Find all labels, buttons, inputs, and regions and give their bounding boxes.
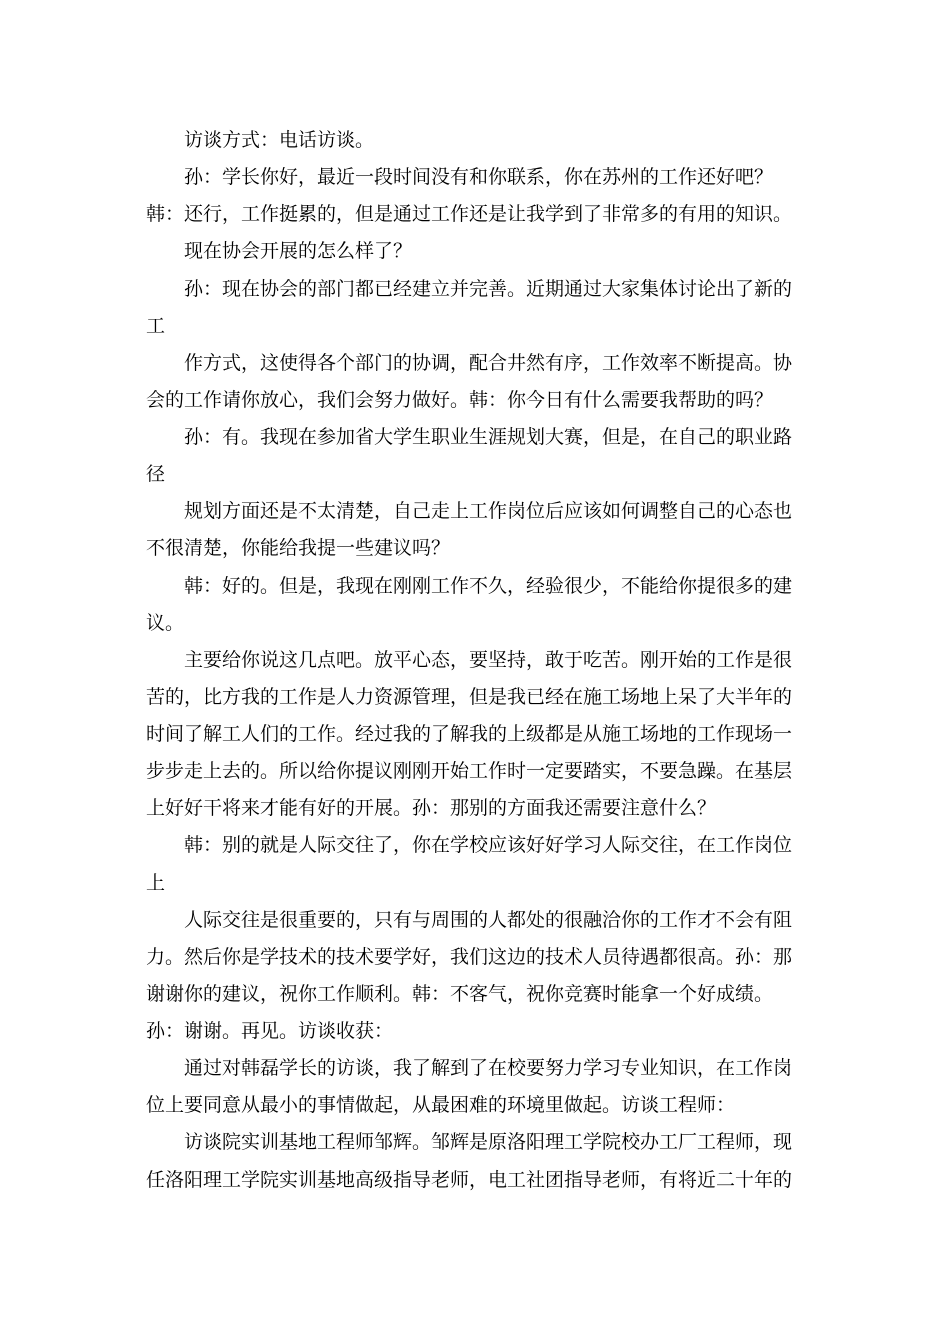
text-line: 议。 xyxy=(146,612,185,634)
text-line: 访谈院实训基地工程师邹辉。邹辉是原洛阳理工学院校办工厂工程师，现 xyxy=(184,1131,793,1153)
text-line: 苦的，比方我的工作是人力资源管理，但是我已经在施工场地上呆了大半年的 xyxy=(146,686,793,708)
text-line: 会的工作请你放心，我们会努力做好。韩：你今日有什么需要我帮助的吗？ xyxy=(146,389,774,411)
text-line: 上 xyxy=(146,872,166,894)
text-line: 主要给你说这几点吧。放平心态，要坚持，敢于吃苦。刚开始的工作是很 xyxy=(184,649,793,671)
text-line: 韩：别的就是人际交往了，你在学校应该好好学习人际交往，在工作岗位 xyxy=(184,834,793,856)
text-line: 作方式，这使得各个部门的协调，配合井然有序，工作效率不断提高。协 xyxy=(184,352,793,374)
text-line: 现在协会开展的怎么样了？ xyxy=(184,240,413,262)
text-line: 孙：学长你好，最近一段时间没有和你联系，你在苏州的工作还好吧？ xyxy=(184,166,774,188)
text-line: 孙：现在协会的部门都已经建立并完善。近期通过大家集体讨论出了新的 xyxy=(184,278,793,300)
text-line: 上好好干将来才能有好的开展。孙：那别的方面我还需要注意什么？ xyxy=(146,797,717,819)
text-line: 步步走上去的。所以给你提议刚刚开始工作时一定要踏实，不要急躁。在基层 xyxy=(146,760,793,782)
text-line: 孙：有。我现在参加省大学生职业生涯规划大赛，但是，在自己的职业路 xyxy=(184,426,793,448)
text-line: 任洛阳理工学院实训基地高级指导老师，电工社团指导老师，有将近二十年的 xyxy=(146,1169,793,1191)
text-line: 不很清楚，你能给我提一些建议吗？ xyxy=(146,537,451,559)
text-line: 时间了解工人们的工作。经过我的了解我的上级都是从施工场地的工作现场一 xyxy=(146,723,793,745)
text-line: 径 xyxy=(146,463,166,485)
text-line: 韩：好的。但是，我现在刚刚工作不久，经验很少，不能给你提很多的建 xyxy=(184,575,793,597)
text-line: 谢谢你的建议，祝你工作顺利。韩：不客气，祝你竞赛时能拿一个好成绩。 xyxy=(146,983,774,1005)
text-line: 人际交往是很重要的，只有与周围的人都处的很融洽你的工作才不会有阻 xyxy=(184,909,793,931)
text-line: 韩：还行，工作挺累的，但是通过工作还是让我学到了非常多的有用的知识。 xyxy=(146,203,793,225)
text-line: 力。然后你是学技术的技术要学好，我们这边的技术人员待遇都很高。孙：那 xyxy=(146,946,793,968)
text-line: 孙：谢谢。再见。访谈收获： xyxy=(146,1020,394,1042)
text-line: 位上要同意从最小的事情做起，从最困难的环境里做起。访谈工程师： xyxy=(146,1094,736,1116)
text-line: 访谈方式：电话访谈。 xyxy=(184,129,375,151)
text-line: 规划方面还是不太清楚，自己走上工作岗位后应该如何调整自己的心态也 xyxy=(184,500,793,522)
text-line: 通过对韩磊学长的访谈，我了解到了在校要努力学习专业知识，在工作岗 xyxy=(184,1057,793,1079)
text-line: 工 xyxy=(146,315,166,337)
